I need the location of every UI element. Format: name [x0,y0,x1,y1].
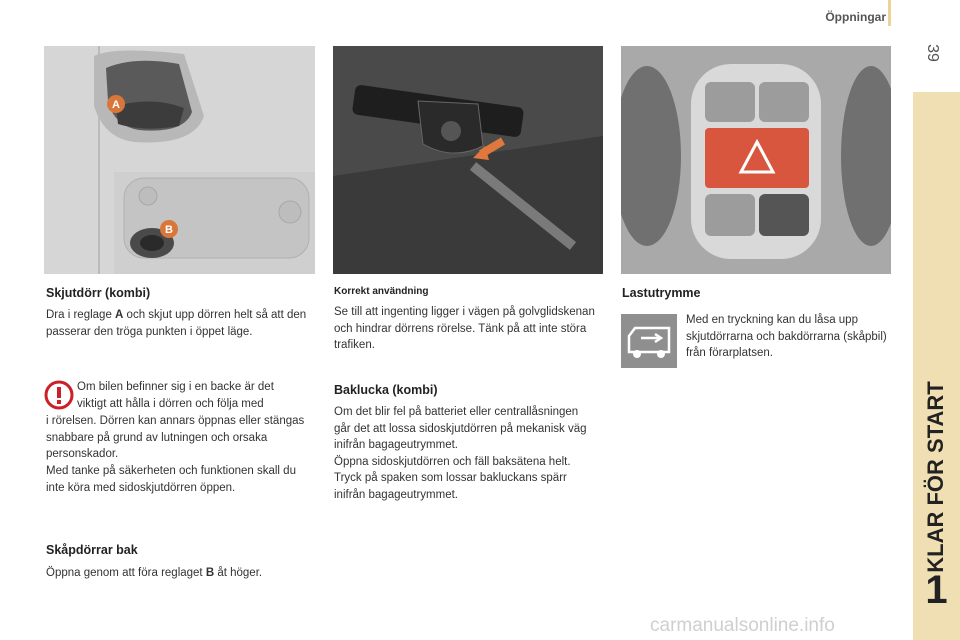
skjutdorr-heading: Skjutdörr (kombi) [46,286,151,300]
sliding-rail-photo [333,46,603,274]
baklucka-heading: Baklucka (kombi) [334,383,438,397]
warning-line1: Om bilen befinner sig i en backe är det [77,381,274,393]
skjutdorr-text: Dra i reglage A och skjut upp dörren helt så att den passerar den tröga punkten i öppet läge. [46,309,307,338]
label-a: A [112,99,120,111]
warning-line2: viktigt att hålla i dörren och följa med [77,398,264,410]
korrekt-text: Se till att ingenting ligger i vägen på golvglidskenan och hindrar dörrens rörelse. Tänk på att inte störa trafiken. [334,306,595,351]
header-divider [888,0,891,26]
watermark: carmanualsonline.info [650,615,835,636]
baklucka-text: Om det blir fel på batteriet eller centrallåsningen går det att lossa sidoskjutdörren på mekanisk väg inifrån bagageutrymmet. Öppna sidoskjutdörren och fäll baksätena helt. Tryck på spaken som lossar bakluckans spärr inifrån bagageutrymmet. [334,406,587,501]
page-number: 39 [924,44,941,62]
warning-extra-text: Med tanke på säkerheten och funktionen skall du inte köra med sidoskjutdörren öppen. [46,465,296,494]
skapdorrar-heading: Skåpdörrar bak [46,543,138,557]
section-title: Öppningar [825,10,886,24]
skapdorrar-text: Öppna genom att föra reglaget B åt höger. [46,567,263,579]
lastutrymme-text: Med en tryckning kan du låsa upp skjutdörrarna och bakdörrarna (skåpbil) från förarplatsen. [686,314,887,359]
warning-icon [44,380,74,410]
warning-text: i rörelsen. Dörren kan annars öppnas eller stängas snabbare på grund av lutningen och orsaka personskador. [46,415,305,460]
lastutrymme-heading: Lastutrymme [622,286,701,300]
korrekt-heading: Korrekt användning [334,286,429,297]
chapter-number: 1 [925,568,948,612]
label-b: B [165,224,173,236]
door-handle-photo [44,46,315,274]
van-unlock-icon [621,314,677,368]
switch-panel-photo [621,46,891,274]
chapter-title: KLAR FÖR START [923,381,948,573]
